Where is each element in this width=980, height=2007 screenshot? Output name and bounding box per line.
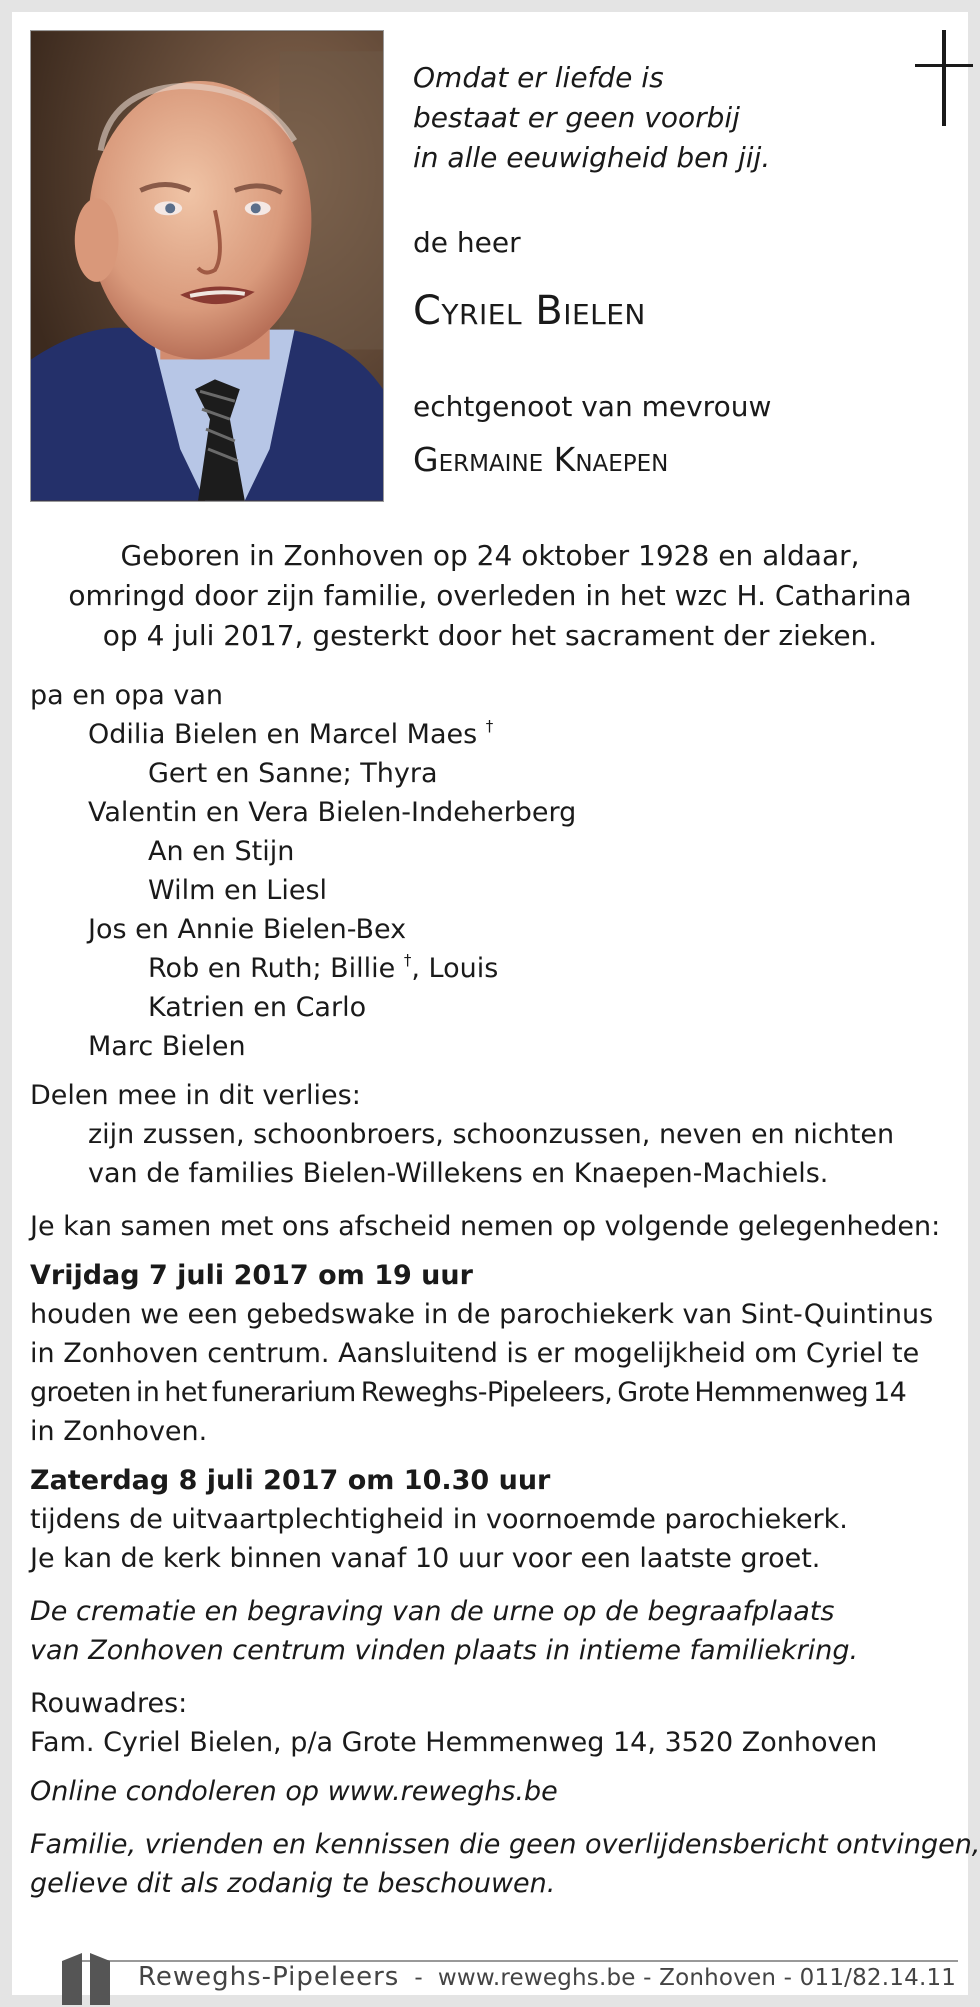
family-name: , Louis	[411, 953, 499, 984]
deceased-mark: †	[485, 717, 494, 735]
spouse-name: Germaine Knaepen	[413, 440, 669, 479]
family-line: Wilm en Liesl	[148, 875, 328, 906]
footer-contact: - www.reweghs.be - Zonhoven - 011/82.14.11	[399, 1965, 957, 1991]
share-heading: Delen mee in dit verlies:	[30, 1080, 361, 1111]
address-label: Rouwadres:	[30, 1688, 188, 1719]
event1-heading: Vrijdag 7 juli 2017 om 19 uur	[30, 1260, 473, 1291]
cremation-line: De crematie en begraving van de urne op de begraafplaats	[30, 1596, 835, 1627]
funeral-home-logo-icon	[58, 1953, 126, 2005]
event2-line: Je kan de kerk binnen vanaf 10 uur voor een laatste groet.	[30, 1543, 821, 1574]
event2-heading: Zaterdag 8 juli 2017 om 10.30 uur	[30, 1465, 551, 1496]
notice-line: gelieve dit als zodanig te beschouwen.	[30, 1868, 556, 1899]
spouse-label: echtgenoot van mevrouw	[413, 390, 772, 423]
notice-line: Familie, vrienden en kennissen die geen overlijdensbericht ontvingen,	[30, 1829, 980, 1860]
footer	[138, 1962, 956, 1992]
birth-line: op 4 juli 2017, gesterkt door het sacrament der zieken.	[102, 619, 878, 652]
poem-line: Omdat er liefde is	[413, 61, 664, 94]
family-name: Odilia Bielen en Marcel Maes	[88, 719, 478, 750]
obituary-body	[30, 676, 980, 1903]
family-line: Valentin en Vera Bielen-Indeherberg	[88, 797, 577, 828]
poem-line: bestaat er geen voorbij	[413, 101, 740, 134]
family-line: Jos en Annie Bielen-Bex	[88, 914, 407, 945]
poem-line: in alle eeuwigheid ben jij.	[413, 141, 771, 174]
share-line: van de families Bielen-Willekens en Knaepen-Machiels.	[88, 1158, 829, 1189]
portrait-photo	[30, 30, 384, 502]
family-line: Katrien en Carlo	[148, 992, 367, 1023]
family-name: Rob en Ruth; Billie	[148, 953, 396, 984]
deceased-mark: †	[403, 951, 412, 969]
birth-line: omringd door zijn familie, overleden in het wzc H. Catharina	[68, 579, 912, 612]
family-heading: pa en opa van	[30, 680, 223, 711]
cross-icon	[915, 30, 975, 126]
event1-line: in Zonhoven centrum. Aansluitend is er mogelijkheid om Cyriel te	[30, 1338, 920, 1369]
online-condolence: Online condoleren op www.reweghs.be	[30, 1776, 558, 1807]
poem	[413, 58, 770, 178]
deceased-name: Cyriel Bielen	[413, 288, 646, 334]
event2-line: tijdens de uitvaartplechtigheid in voornoemde parochiekerk.	[30, 1504, 848, 1535]
birth-death-text	[12, 536, 968, 656]
event1-line: in Zonhoven.	[30, 1416, 208, 1447]
share-line: zijn zussen, schoonbroers, schoonzussen, neven en nichten	[88, 1119, 895, 1150]
farewell-intro: Je kan samen met ons afscheid nemen op volgende gelegenheden:	[30, 1211, 941, 1242]
cremation-line: van Zonhoven centrum vinden plaats in intieme familiekring.	[30, 1635, 859, 1666]
family-line: Gert en Sanne; Thyra	[148, 758, 438, 789]
address: Fam. Cyriel Bielen, p/a Grote Hemmenweg 14, 3520 Zonhoven	[30, 1727, 878, 1758]
family-line: An en Stijn	[148, 836, 295, 867]
event1-line: groeten in het funerarium Reweghs-Pipeleers, Grote Hemmenweg 14	[30, 1377, 907, 1408]
footer-company: Reweghs-Pipeleers	[138, 1962, 400, 1992]
family-line	[30, 715, 950, 754]
event1-line: houden we een gebedswake in de parochiekerk van Sint-Quintinus	[30, 1299, 934, 1330]
family-line: Marc Bielen	[88, 1031, 246, 1062]
portrait-illustration	[31, 31, 383, 501]
title-prefix: de heer	[413, 226, 521, 259]
family-line	[30, 949, 950, 988]
obituary-card	[12, 12, 980, 1995]
birth-line: Geboren in Zonhoven op 24 oktober 1928 en aldaar,	[120, 539, 860, 572]
